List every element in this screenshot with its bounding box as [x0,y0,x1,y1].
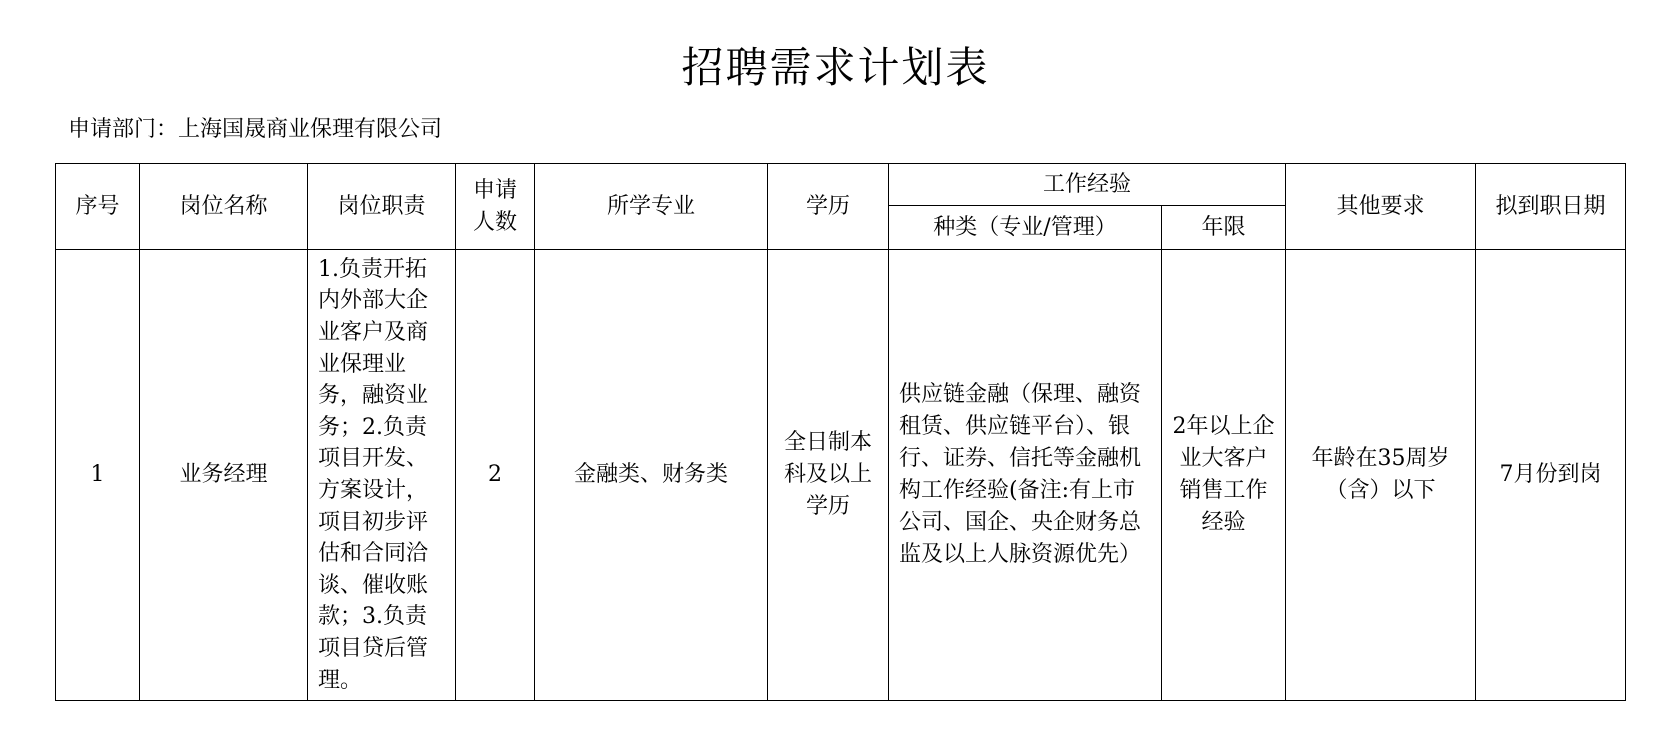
header-row-1 [56,164,1626,206]
cell-major: 金融类、财务类 [535,250,768,701]
cell-duties: 1.负责开拓内外部大企业客户及商业保理业务，融资业务；2.负责项目开发、方案设计，项目初步评估和合同洽谈、催收账款；3.负责项目贷后管理。 [308,250,456,701]
header-duties: 岗位职责 [308,164,456,250]
header-position: 岗位名称 [140,164,308,250]
cell-other: 年龄在35周岁（含）以下 [1286,250,1476,701]
cell-seq: 1 [56,250,140,701]
department-line: 申请部门：上海国晟商业保理有限公司 [68,117,443,142]
cell-education: 全日制本科及以上学历 [768,250,889,701]
page-title: 招聘需求计划表 [681,43,990,92]
header-start-date: 拟到职日期 [1476,164,1626,250]
cell-exp-years: 2年以上企业大客户销售工作经验 [1162,250,1286,701]
header-seq: 序号 [56,164,140,250]
header-experience: 工作经验 [889,164,1286,206]
cell-headcount: 2 [456,250,535,701]
header-exp-type: 种类（专业/管理） [889,206,1162,250]
header-major: 所学专业 [535,164,768,250]
cell-exp-type: 供应链金融（保理、融资租赁、供应链平台）、银行、证券、信托等金融机构工作经验(备注:有上市公司、国企、央企财务总监及以上人脉资源优先） [889,250,1162,701]
recruitment-table [55,163,1626,701]
header-education: 学历 [768,164,889,250]
cell-start-date: 7月份到岗 [1476,250,1626,701]
header-headcount: 申请人数 [456,164,535,250]
header-exp-years: 年限 [1162,206,1286,250]
header-other: 其他要求 [1286,164,1476,250]
table-row [56,250,1626,701]
cell-position: 业务经理 [140,250,308,701]
